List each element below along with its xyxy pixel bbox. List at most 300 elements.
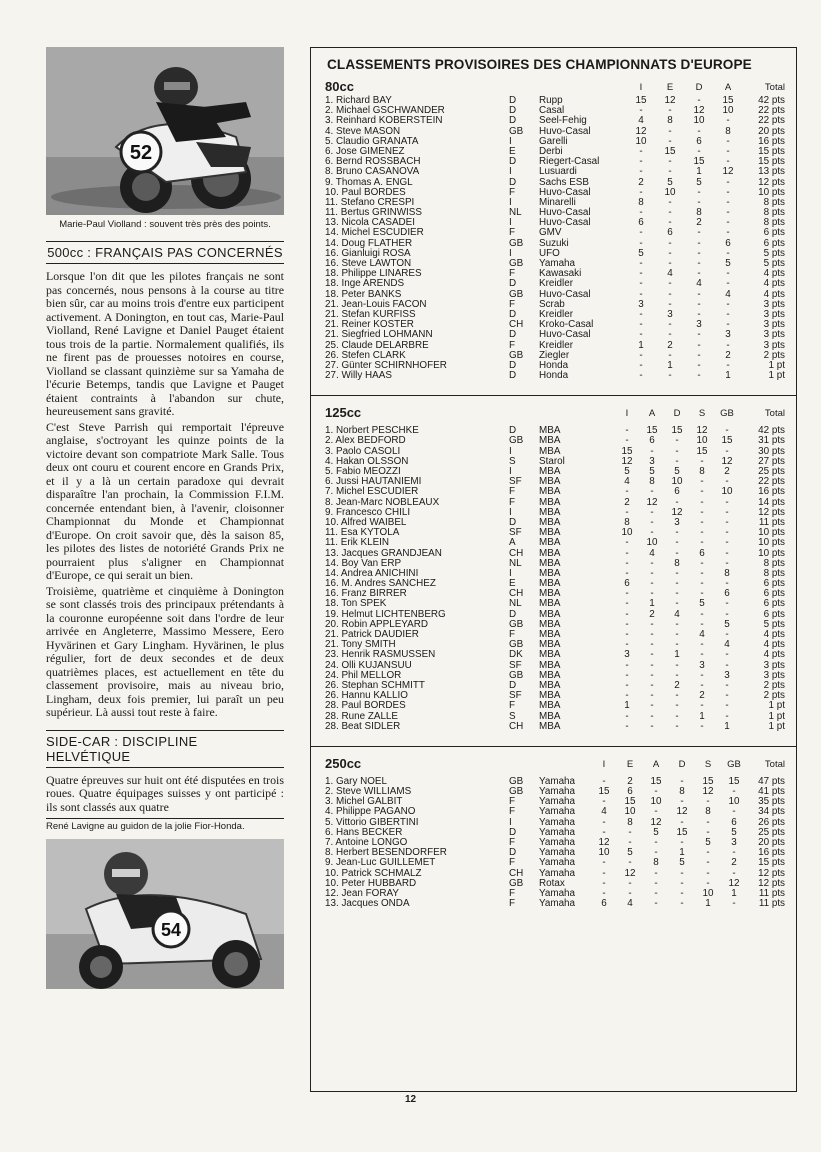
race-points: 15 <box>722 95 734 106</box>
race-points: 4 <box>674 608 680 620</box>
race-points: - <box>625 547 629 559</box>
table-row <box>311 371 796 381</box>
race-points: 12 <box>721 455 733 467</box>
race-points: - <box>625 669 629 681</box>
country-code: D <box>509 370 517 382</box>
total-points: 10 pts <box>758 547 785 559</box>
machine-make: MBA <box>539 466 561 477</box>
rider-name: 8. Jean-Marc NOBLEAUX <box>325 496 440 508</box>
race-points: - <box>726 247 730 259</box>
race-points: - <box>725 496 729 508</box>
country-code: NL <box>509 598 522 610</box>
machine-make: Seel-Fehig <box>539 115 587 127</box>
race-points: - <box>726 115 730 127</box>
race-points: - <box>680 867 684 879</box>
race-points: - <box>602 826 606 838</box>
total-points: 3 pts <box>763 308 785 320</box>
total-points: 10 pts <box>758 527 785 539</box>
race-points: 15 <box>696 445 708 457</box>
rider-name: 10. Patrick SCHMALZ <box>325 867 422 879</box>
machine-make: Kreidler <box>539 278 574 290</box>
race-points: - <box>732 847 736 859</box>
race-points: - <box>675 720 679 732</box>
column-header: E <box>626 758 634 770</box>
machine-make: UFO <box>539 247 560 259</box>
machine-make: Riegert-Casal <box>539 156 600 168</box>
country-code: D <box>509 847 517 859</box>
race-points: - <box>697 258 701 269</box>
total-points: 4 pts <box>763 639 785 651</box>
race-points: - <box>706 796 710 808</box>
total-points: 3 pts <box>763 319 785 331</box>
race-points: 5 <box>679 857 685 869</box>
race-points: 12 <box>671 506 683 518</box>
race-points: - <box>639 349 643 361</box>
rider-name: 14. Michel ESCUDIER <box>325 227 424 239</box>
rider-name: 27. Günter SCHIRNHOFER <box>325 359 447 371</box>
race-points: 3 <box>699 659 705 671</box>
machine-make: MBA <box>539 435 561 447</box>
race-points: 4 <box>696 278 702 290</box>
category-title: 250cc <box>325 755 362 771</box>
paragraph: Lorsque l'on dit que les pilotes français ne sont pas concernés, nous pensons à la course au titre bien sûr, car au moins trois d'entre eux participent activement. A Donington, en tout cas, Marie-Paul Violland, René Lavigne et Daniel Pauget étaient tous trois de la partie. Normalement qualifiés, ils ne firent pas de prouesses notoires en course, Violland se classant quinzième sur sa Yamaha de l'écurie Betemps, tandis que Lavigne et Pauget étaient contraints à l'abandon sur chute, heureusement sans gravité. <box>46 269 284 418</box>
race-points: - <box>680 796 684 808</box>
country-code: SF <box>509 690 522 702</box>
rider-name: 1. Richard BAY <box>325 95 392 106</box>
race-points: - <box>675 710 679 722</box>
race-points: - <box>639 105 643 117</box>
race-points: - <box>625 557 629 569</box>
race-points: 1 <box>699 710 705 722</box>
race-points: 15 <box>664 145 676 157</box>
country-code: F <box>509 700 516 712</box>
total-points: 16 pts <box>758 847 785 859</box>
rider-name: 21. Tony SMITH <box>325 639 396 651</box>
race-points: 12 <box>693 105 705 117</box>
column-header: E <box>666 82 674 93</box>
total-points: 42 pts <box>758 425 785 437</box>
race-points: - <box>668 196 672 208</box>
race-points: 1 <box>705 898 711 910</box>
total-points: 30 pts <box>758 445 785 457</box>
race-points: - <box>602 857 606 869</box>
total-points: 1 pt <box>768 359 785 371</box>
machine-make: MBA <box>539 639 561 651</box>
race-points: 15 <box>650 775 662 787</box>
total-points: 5 pts <box>763 247 785 259</box>
rider-name: 11. Esa KYTOLA <box>325 527 400 539</box>
country-code: I <box>509 466 512 477</box>
race-points: - <box>675 455 679 467</box>
left-column <box>46 47 284 989</box>
race-points: - <box>726 217 730 229</box>
page-number: 12 <box>404 1094 417 1105</box>
race-points: 2 <box>699 690 705 702</box>
rider-name: 10. Peter HUBBARD <box>325 877 417 889</box>
total-points: 1 pt <box>768 710 785 722</box>
machine-make: Yamaha <box>539 816 576 828</box>
rider-name: 21. Jean-Louis FACON <box>325 298 427 310</box>
race-points: - <box>725 659 729 671</box>
race-points: - <box>654 786 658 798</box>
race-points: 12 <box>722 166 734 178</box>
rider-name: 26. Stefen CLARK <box>325 349 406 361</box>
race-points: - <box>650 557 654 569</box>
race-points: - <box>639 237 643 249</box>
race-points: 6 <box>627 786 633 798</box>
rider-name: 18. Peter BANKS <box>325 288 402 300</box>
total-points: 16 pts <box>758 135 785 147</box>
race-points: 10 <box>624 806 636 818</box>
total-points: 22 pts <box>758 115 785 127</box>
paragraph: Troisième, quatrième et cinquième à Donington se sont classés trois des principaux prétendants à la couronne européenne soit dans l'ordre de leur arrivée en Angleterre, Massimo Messere, Eero Hyvärinen et Gary Lingham. Hyvärinen, le plus régulier, fort de deux secondes et de deux quatrièmes places, est actuellement en tête du classement provisoire, mais au niveau brio, Lingham, deux fois premier, lui paraît un peu supérieur. Là aussi tout reste à faire. <box>46 583 284 719</box>
race-points: - <box>650 710 654 722</box>
race-points: - <box>654 867 658 879</box>
race-points: 2 <box>638 176 644 188</box>
rider-name: 26. Stephan SCHMITT <box>325 679 425 691</box>
machine-make: MBA <box>539 486 561 498</box>
race-points: - <box>697 288 701 300</box>
race-points: 5 <box>674 466 680 477</box>
total-points: 15 pts <box>758 857 785 869</box>
total-points: 1 pt <box>768 700 785 712</box>
race-points: - <box>732 867 736 879</box>
race-points: 8 <box>679 786 685 798</box>
machine-make: Kawasaki <box>539 268 582 280</box>
machine-make: MBA <box>539 649 561 661</box>
country-code: D <box>509 278 517 290</box>
rider-name: 21. Patrick DAUDIER <box>325 629 419 640</box>
category-title: 125cc <box>325 405 362 421</box>
machine-make: MBA <box>539 669 561 681</box>
race-points: 1 <box>638 339 644 351</box>
standings-table <box>311 426 796 732</box>
race-points: 6 <box>649 435 655 447</box>
race-points: 5 <box>653 826 659 838</box>
country-code: I <box>509 196 512 208</box>
race-points: 12 <box>624 867 636 879</box>
race-points: - <box>654 837 658 848</box>
machine-make: Yamaha <box>539 258 576 269</box>
rider-name: 16. Franz BIRRER <box>325 588 407 600</box>
total-points: 4 pts <box>763 649 785 661</box>
race-points: - <box>700 527 704 539</box>
country-code: D <box>509 308 517 320</box>
country-code: D <box>509 425 517 437</box>
rider-name: 6. Jussi HAUTANIEMI <box>325 476 422 488</box>
machine-make: MBA <box>539 598 561 610</box>
rider-name: 24. Olli KUJANSUU <box>325 659 412 671</box>
race-points: 1 <box>731 887 737 899</box>
race-points: - <box>668 278 672 290</box>
rider-name: 6. Bernd ROSSBACH <box>325 156 421 168</box>
race-points: - <box>650 445 654 457</box>
machine-make: MBA <box>539 445 561 457</box>
total-points: 14 pts <box>758 496 785 508</box>
rider-name: 6. Hans BECKER <box>325 826 403 838</box>
race-points: 2 <box>649 608 655 620</box>
country-code: D <box>509 105 517 117</box>
rider-name: 3. Reinhard KOBERSTEIN <box>325 115 443 127</box>
race-points: - <box>625 639 629 651</box>
race-points: - <box>625 435 629 447</box>
race-points: - <box>732 786 736 798</box>
machine-make: MBA <box>539 567 561 579</box>
race-points: - <box>602 887 606 899</box>
race-points: 12 <box>621 455 633 467</box>
country-code: I <box>509 506 512 518</box>
country-code: I <box>509 247 512 259</box>
race-points: - <box>726 196 730 208</box>
race-points: - <box>680 816 684 828</box>
race-points: 4 <box>667 268 673 280</box>
race-points: 10 <box>621 527 633 539</box>
race-points: - <box>700 700 704 712</box>
race-points: - <box>668 319 672 331</box>
race-points: - <box>700 557 704 569</box>
machine-make: MBA <box>539 476 561 488</box>
race-points: - <box>680 887 684 899</box>
race-points: 1 <box>667 359 673 371</box>
race-points: - <box>726 176 730 188</box>
race-points: 8 <box>653 857 659 869</box>
race-points: - <box>628 857 632 869</box>
race-points: - <box>625 506 629 518</box>
rider-name: 11. Erik KLEIN <box>325 537 390 549</box>
column-header: S <box>704 758 712 770</box>
race-points: - <box>625 567 629 579</box>
machine-make: MBA <box>539 557 561 569</box>
country-code: CH <box>509 720 524 732</box>
table-row <box>311 538 796 548</box>
total-points: 6 pts <box>763 608 785 620</box>
race-points: - <box>639 359 643 371</box>
race-points: - <box>654 877 658 889</box>
rider-name: 10. Alfred WAIBEL <box>325 516 407 528</box>
race-points: - <box>668 370 672 382</box>
race-points: 6 <box>667 227 673 239</box>
race-points: - <box>675 435 679 447</box>
total-points: 47 pts <box>758 775 785 787</box>
total-points: 12 pts <box>758 176 785 188</box>
race-points: - <box>639 370 643 382</box>
race-points: 8 <box>724 567 730 579</box>
paragraph: Quatre épreuves sur huit ont été disputées en trois roues. Quatre équipages suisses y ont participé : ils sont classés aux quatre <box>46 772 284 814</box>
rider-name: 11. Stefano CRESPI <box>325 196 415 208</box>
race-points: - <box>650 486 654 498</box>
article-500cc <box>46 270 284 720</box>
rider-name: 18. Ton SPEK <box>325 598 387 610</box>
rider-name: 23. Henrik RASMUSSEN <box>325 649 436 661</box>
race-points: 8 <box>725 125 731 137</box>
section-heading-500cc: 500cc : FRANÇAIS PAS CONCERNÉS <box>46 241 284 264</box>
race-points: - <box>650 567 654 579</box>
total-points: 3 pts <box>763 298 785 310</box>
race-points: 10 <box>728 796 740 808</box>
race-points: - <box>697 298 701 310</box>
machine-make: Starol <box>539 455 565 467</box>
column-header: A <box>648 408 656 420</box>
race-points: - <box>725 649 729 661</box>
race-points: - <box>650 578 654 590</box>
race-points: - <box>700 588 704 600</box>
country-code: CH <box>509 588 524 600</box>
race-points: 10 <box>702 887 714 899</box>
rider-name: 3. Paolo CASOLI <box>325 445 401 457</box>
race-points: - <box>625 588 629 600</box>
race-points: - <box>602 867 606 879</box>
race-points: - <box>650 639 654 651</box>
country-code: D <box>509 176 517 188</box>
rider-name: 28. Rune ZALLE <box>325 710 399 722</box>
country-code: F <box>509 227 516 239</box>
column-header-total: Total <box>764 408 785 420</box>
total-points: 12 pts <box>758 877 785 889</box>
race-points: - <box>668 207 672 219</box>
total-points: 3 pts <box>763 339 785 351</box>
table-row <box>311 167 796 177</box>
race-points: - <box>602 816 606 828</box>
rider-name: 5. Claudio GRANATA <box>325 135 419 147</box>
total-points: 6 pts <box>763 237 785 249</box>
race-points: 10 <box>721 486 733 498</box>
photo-caption-lavigne: René Lavigne au guidon de la jolie Fior-Honda. <box>46 818 284 833</box>
machine-make: MBA <box>539 516 561 528</box>
machine-make: Kroko-Casal <box>539 319 594 331</box>
race-points: - <box>668 166 672 178</box>
total-points: 35 pts <box>758 796 785 808</box>
page-title: CLASSEMENTS PROVISOIRES DES CHAMPIONNATS D'EUROPE <box>327 57 752 72</box>
total-points: 6 pts <box>763 588 785 600</box>
race-points: 4 <box>649 547 655 559</box>
race-points: 10 <box>664 186 676 198</box>
country-code: GB <box>509 125 524 137</box>
motorcycle-rider-illustration <box>46 839 284 989</box>
race-points: - <box>639 278 643 290</box>
race-points: - <box>654 806 658 818</box>
total-points: 31 pts <box>758 435 785 447</box>
machine-make: Honda <box>539 370 569 382</box>
race-points: - <box>628 887 632 899</box>
race-points: - <box>680 898 684 910</box>
total-points: 6 pts <box>763 227 785 239</box>
total-points: 26 pts <box>758 816 785 828</box>
race-points: 8 <box>674 557 680 569</box>
country-code: F <box>509 486 516 498</box>
race-points: - <box>700 649 704 661</box>
race-points: 15 <box>598 786 610 798</box>
race-points: 12 <box>664 95 676 106</box>
race-points: - <box>706 847 710 859</box>
country-code: D <box>509 95 517 106</box>
country-code: CH <box>509 319 524 331</box>
total-points: 6 pts <box>763 598 785 610</box>
country-code: A <box>509 537 516 549</box>
race-points: 1 <box>674 649 680 661</box>
country-code: GB <box>509 639 524 651</box>
race-points: 3 <box>638 298 644 310</box>
total-points: 4 pts <box>763 288 785 300</box>
rider-name: 25. Claude DELARBRE <box>325 339 429 351</box>
race-points: 5 <box>627 847 633 859</box>
rider-name: 21. Stefan KURFISS <box>325 308 416 320</box>
column-header: S <box>698 408 706 420</box>
race-points: - <box>668 237 672 249</box>
rider-name: 16. Gianluigi ROSA <box>325 247 411 259</box>
total-points: 1 pt <box>768 720 785 732</box>
column-header: I <box>602 758 606 770</box>
race-points: 3 <box>624 649 630 661</box>
race-points: - <box>697 145 701 157</box>
race-points: - <box>697 349 701 361</box>
country-code: I <box>509 217 512 229</box>
machine-make: Yamaha <box>539 796 576 808</box>
race-points: - <box>602 877 606 889</box>
race-points: - <box>697 227 701 239</box>
race-points: - <box>675 547 679 559</box>
race-points: - <box>706 857 710 869</box>
race-points: 5 <box>724 618 730 630</box>
country-code: I <box>509 567 512 579</box>
machine-make: Rotax <box>539 877 565 889</box>
machine-make: MBA <box>539 537 561 549</box>
country-code: D <box>509 156 517 168</box>
race-points: - <box>625 629 629 640</box>
race-points: - <box>700 618 704 630</box>
race-points: 3 <box>725 329 731 341</box>
race-points: - <box>680 877 684 889</box>
rider-name: 8. Herbert BESENDORFER <box>325 847 447 859</box>
machine-make: MBA <box>539 496 561 508</box>
race-points: 10 <box>598 847 610 859</box>
rider-name: 3. Michel GALBIT <box>325 796 403 808</box>
rider-name: 20. Robin APPLEYARD <box>325 618 429 630</box>
country-code: SF <box>509 659 522 671</box>
total-points: 3 pts <box>763 659 785 671</box>
race-points: - <box>668 135 672 147</box>
machine-make: MBA <box>539 547 561 559</box>
race-points: 8 <box>638 196 644 208</box>
total-points: 12 pts <box>758 506 785 518</box>
machine-make: MBA <box>539 629 561 640</box>
country-code: F <box>509 796 516 808</box>
rider-name: 8. Bruno CASANOVA <box>325 166 420 178</box>
race-points: 8 <box>649 476 655 488</box>
machine-make: MBA <box>539 506 561 518</box>
race-points: - <box>628 877 632 889</box>
race-points: 2 <box>724 466 730 477</box>
country-code: SF <box>509 527 522 539</box>
race-points: - <box>725 578 729 590</box>
race-points: - <box>725 445 729 457</box>
race-points: 6 <box>601 898 607 910</box>
race-points: 1 <box>679 847 685 859</box>
machine-make: MBA <box>539 720 561 732</box>
rider-name: 9. Jean-Luc GUILLEMET <box>325 857 436 869</box>
race-points: - <box>668 105 672 117</box>
race-points: 6 <box>724 588 730 600</box>
race-points: 12 <box>728 877 740 889</box>
race-points: 6 <box>725 237 731 249</box>
machine-make: MBA <box>539 425 561 437</box>
article-side-car <box>46 774 284 815</box>
race-points: - <box>650 527 654 539</box>
rider-name: 9. Thomas A. ENGL <box>325 176 413 188</box>
total-points: 8 pts <box>763 196 785 208</box>
race-points: - <box>650 588 654 600</box>
race-points: 12 <box>646 496 658 508</box>
machine-make: Ziegler <box>539 349 570 361</box>
